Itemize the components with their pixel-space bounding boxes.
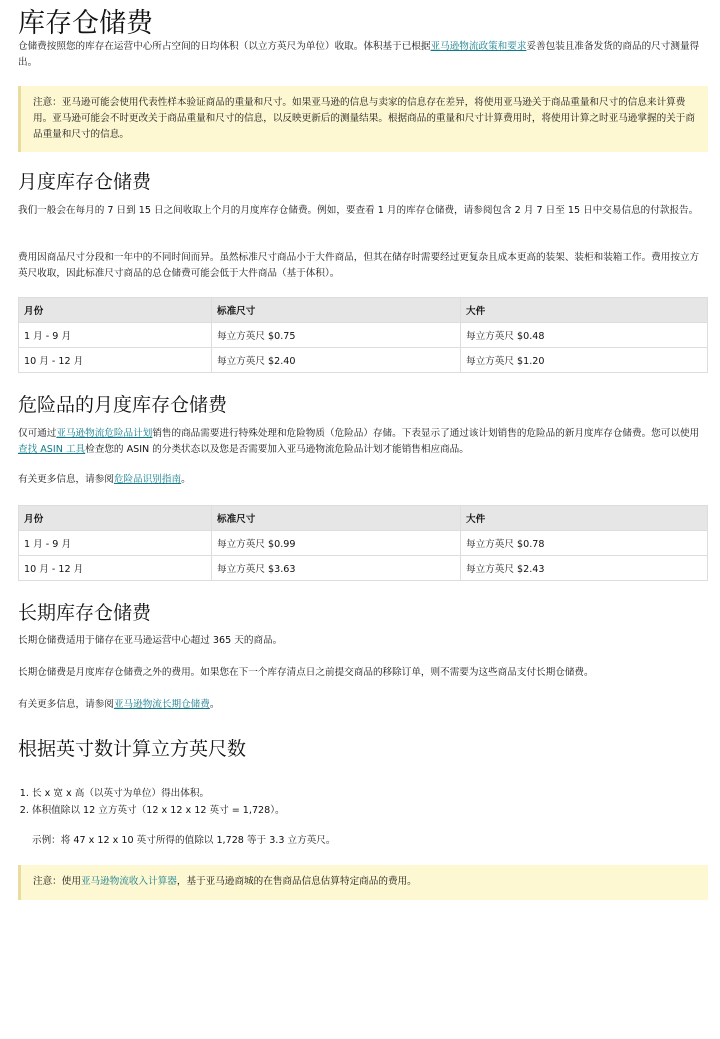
cell: 每立方英尺 $0.48 <box>461 323 708 348</box>
text: 销售的商品需要进行特殊处理和危险物质（危险品）存储。下表显示了通过该计划销售的危险品的新月度库存仓储费。您可以使用 <box>152 428 700 439</box>
section-heading-longterm: 长期库存仓储费 <box>18 602 152 624</box>
section-heading-dangerous: 危险品的月度库存仓储费 <box>18 394 228 416</box>
cell: 10 月 - 12 月 <box>19 348 212 373</box>
section-heading-cubic: 根据英寸数计算立方英尺数 <box>18 738 247 760</box>
fba-policy-link[interactable]: 亚马逊物流政策和要求 <box>430 41 527 52</box>
col-header: 月份 <box>19 298 212 323</box>
text: 有关更多信息，请参阅 <box>18 699 114 710</box>
list-item: 2. 体积值除以 12 立方英寸（12 x 12 x 12 英寸 = 1,728）。 <box>32 802 720 819</box>
note-box-calculator <box>18 865 708 900</box>
text: 检查您的 ASIN 的分类状态以及您是否需要加入亚马逊物流危险品计划才能销售相应商品。 <box>85 444 469 455</box>
table-row <box>19 556 708 581</box>
longterm-p2: 长期仓储费是月度库存仓储费之外的费用。如果您在下一个库存清点日之前提交商品的移除订单，则不需要为这些商品支付长期仓储费。 <box>18 667 594 678</box>
dangerous-p2 <box>18 472 708 488</box>
monthly-p2: 费用因商品尺寸分段和一年中的不同时间而异。虽然标准尺寸商品小于大件商品，但其在储存时需要经过更复杂且成本更高的装架、装柜和装箱工作。费用按立方英尺收取，因此标准尺寸商品的总仓储费可能会低于大件商品（基于体积）。 <box>18 252 700 279</box>
col-header: 标准尺寸 <box>212 506 461 531</box>
hazmat-guide-link[interactable]: 危险品识别指南 <box>113 474 182 485</box>
col-header: 大件 <box>461 506 708 531</box>
text: 仓储费按照您的库存在运营中心所占空间的日均体积（以立方英尺为单位）收取。体积基于已根据 <box>18 41 431 52</box>
text: 。 <box>181 474 191 485</box>
dangerous-fee-table <box>18 505 708 581</box>
longterm-p1: 长期仓储费适用于储存在亚马逊运营中心超过 365 天的商品。 <box>18 635 283 646</box>
list-item: 1. 长 x 宽 x 高（以英寸为单位）得出体积。 <box>32 785 720 802</box>
cell: 每立方英尺 $3.63 <box>212 556 461 581</box>
cell: 每立方英尺 $0.78 <box>461 531 708 556</box>
cell: 每立方英尺 $2.40 <box>212 348 461 373</box>
monthly-fee-table <box>18 297 708 373</box>
cell: 1 月 - 9 月 <box>19 531 212 556</box>
find-asin-tool-link[interactable]: 查找 ASIN 工具 <box>18 444 86 455</box>
text: 仅可通过 <box>18 428 57 439</box>
text: 有关更多信息，请参阅 <box>18 474 114 485</box>
text: 。 <box>209 699 220 710</box>
text: ，基于亚马逊商城的在售商品信息估算特定商品的费用。 <box>176 876 417 887</box>
steps-list <box>18 785 720 819</box>
cell: 10 月 - 12 月 <box>19 556 212 581</box>
intro-text <box>18 39 708 71</box>
cell: 每立方英尺 $0.99 <box>212 531 461 556</box>
hazmat-program-link[interactable]: 亚马逊物流危险品计划 <box>56 428 153 439</box>
table-row <box>19 531 708 556</box>
longterm-p3 <box>18 697 708 713</box>
cell: 1 月 - 9 月 <box>19 323 212 348</box>
section-heading-monthly: 月度库存仓储费 <box>18 171 152 193</box>
cell: 每立方英尺 $0.75 <box>212 323 461 348</box>
dangerous-p1 <box>18 426 708 458</box>
example-text: 示例：将 47 x 12 x 10 英寸所得的值除以 1,728 等于 3.3 立方英尺。 <box>32 835 336 846</box>
col-header: 月份 <box>19 506 212 531</box>
note-box: 注意：亚马逊可能会使用代表性样本验证商品的重量和尺寸。如果亚马逊的信息与卖家的信息存在差异，将使用亚马逊关于商品重量和尺寸的信息来计算费用。亚马逊可能会不时更改关于商品重量和尺寸的信息，以反映更新后的测量结果。根据商品的重量和尺寸计算费用时，将使用计算之时亚马逊掌握的关于商品重量和尺寸的信息。 <box>18 86 708 152</box>
text: 注意：使用 <box>33 876 81 887</box>
col-header: 标准尺寸 <box>212 298 461 323</box>
table-row <box>19 323 708 348</box>
cell: 每立方英尺 $1.20 <box>461 348 708 373</box>
cell: 每立方英尺 $2.43 <box>461 556 708 581</box>
revenue-calculator-link[interactable]: 亚马逊物流收入计算器 <box>80 876 177 887</box>
text: 妥善包装且准备发货的商品的尺寸测量得出。 <box>18 41 700 68</box>
table-row <box>19 348 708 373</box>
col-header: 大件 <box>461 298 708 323</box>
long-term-fee-link[interactable]: 亚马逊物流长期仓储费 <box>113 699 210 710</box>
monthly-p1: 我们一般会在每月的 7 日到 15 日之间收取上个月的月度库存仓储费。例如，要查看 1 月的库存仓储费，请参阅包含 2 月 7 日至 15 日中交易信息的付款报告。 <box>18 205 699 216</box>
page-title: 库存仓储费 <box>18 8 153 39</box>
